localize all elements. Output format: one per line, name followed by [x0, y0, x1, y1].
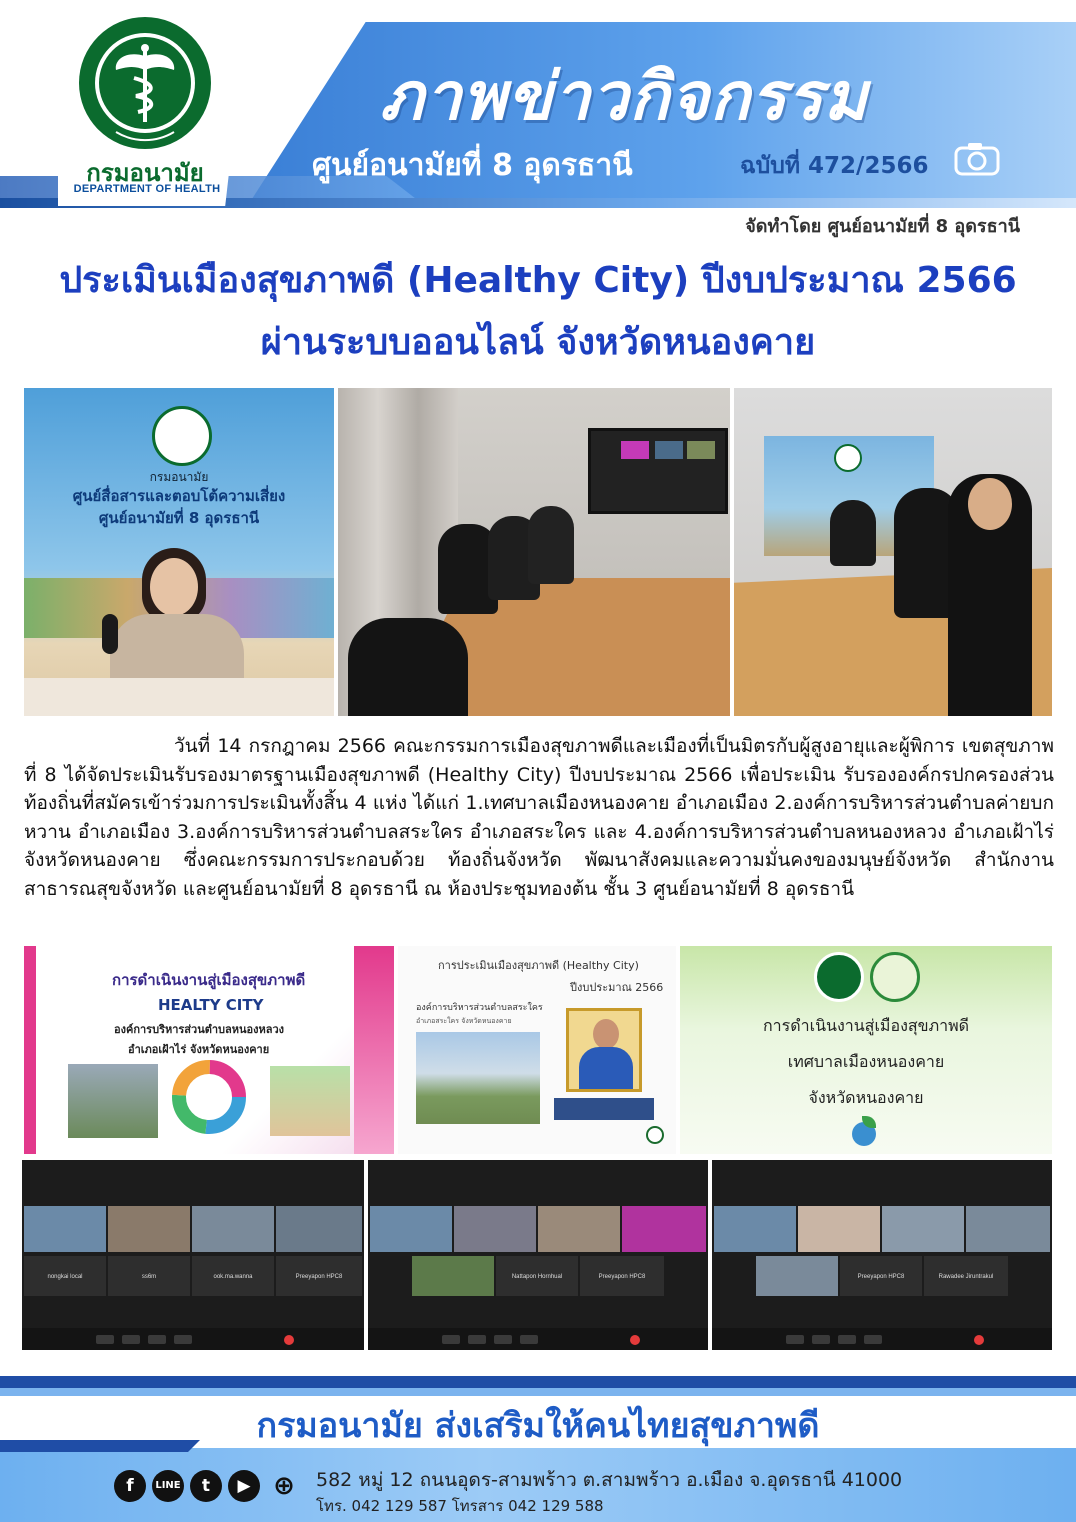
banner-line-1: ศูนย์สื่อสารและตอบโต้ความเสี่ยง: [72, 487, 286, 505]
staff-2-face: [968, 478, 1012, 530]
footer-stripe: [0, 1376, 1076, 1388]
participant-tile: Preeyapon HPC8: [840, 1256, 922, 1296]
youtube-icon[interactable]: ▶: [228, 1470, 260, 1502]
slide-title: การดำเนินงานสู่เมืองสุขภาพดี: [112, 971, 306, 989]
video-tile: [966, 1206, 1050, 1252]
microphone-icon: [102, 614, 118, 654]
photo-studio-team: [734, 388, 1052, 716]
video-tile: [714, 1206, 796, 1252]
attendee-front: [348, 618, 468, 716]
header: [0, 0, 1076, 240]
footer-stripe-light: [0, 1388, 1076, 1396]
video-tile: [538, 1206, 620, 1252]
zoom-toolbar: [368, 1328, 708, 1350]
photo-speaker: [24, 388, 334, 716]
logo-text-en: DEPARTMENT OF HEALTH: [73, 183, 221, 195]
photo-meeting-room: [338, 388, 730, 716]
participant-tile: nongkai local: [24, 1256, 106, 1296]
org-seal-icon: [646, 1126, 664, 1144]
banner-logo-icon: [152, 406, 212, 466]
zoom-screenshot-2: [368, 1160, 708, 1350]
footer-slogan: กรมอนามัย ส่งเสริมให้คนไทยสุขภาพดี: [256, 1406, 820, 1446]
participant-tile: ook.ma.wanna: [192, 1256, 274, 1296]
backdrop-logo-icon: [834, 444, 862, 472]
zoom-toolbar: [712, 1328, 1052, 1350]
attendee-3: [528, 506, 574, 584]
video-tile: [622, 1206, 706, 1252]
video-tile: [192, 1206, 274, 1252]
participant-tile: [756, 1256, 838, 1296]
line-icon[interactable]: LINE: [152, 1470, 184, 1502]
slide-line-1: การดำเนินงานสู่เมืองสุขภาพดี: [762, 1016, 970, 1035]
ministry-logo-icon: [76, 14, 214, 152]
slide-nongkhai-municipality: [680, 946, 1052, 1154]
slide-place: อำเภอเฝ้าไร่ จังหวัดหนองคาย: [128, 1043, 270, 1056]
banner-line-2: ศูนย์อนามัยที่ 8 อุดรธานี: [98, 509, 260, 527]
video-tile: [882, 1206, 964, 1252]
footer-address: 582 หมู่ 12 ถนนอุดร-สามพร้าว ต.สามพร้าว อ.เมือง จ.อุดรธานี 41000: [316, 1469, 903, 1491]
slide-subtitle: HEALTY CITY: [158, 996, 264, 1014]
end-call-icon: [974, 1335, 984, 1345]
video-tile: [370, 1206, 452, 1252]
globe-icon[interactable]: ⊕: [273, 1471, 295, 1501]
camera-icon: [954, 142, 1000, 176]
elderly-illustration: [270, 1066, 350, 1136]
participant-tile: ss6m: [108, 1256, 190, 1296]
slide-org: องค์การบริหารส่วนตำบลหนองหลวง: [114, 1023, 285, 1036]
logo-text-th: กรมอนามัย: [86, 159, 204, 187]
video-tile: [24, 1206, 106, 1252]
slide-accent-right: [354, 946, 394, 1154]
person-face: [150, 558, 198, 616]
participant-tile: Nattapon Hornhual: [496, 1256, 578, 1296]
newsletter-title: ภาพข่าวกิจกรรม: [380, 58, 869, 135]
center-name: ศูนย์อนามัยที่ 8 อุดรธานี: [312, 148, 633, 183]
zoom-screenshot-3: [712, 1160, 1052, 1350]
footer-band-accent: [0, 1440, 200, 1452]
presenter: [830, 500, 876, 566]
footer-phone: โทร. 042 129 587 โทรสาร 042 129 588: [316, 1497, 604, 1515]
video-tile: [108, 1206, 190, 1252]
zoom-toolbar: [22, 1328, 364, 1350]
ministry-seal-icon: [814, 952, 864, 1002]
official-portrait: [566, 1008, 642, 1092]
article-body: [24, 732, 1054, 904]
video-tile: [276, 1206, 362, 1252]
slide-line-2: เทศบาลเมืองหนองคาย: [787, 1052, 945, 1071]
participant-tile: Preeyapon HPC8: [276, 1256, 362, 1296]
municipality-seal-icon: [870, 952, 920, 1002]
producer-credit: จัดทำโดย ศูนย์อนามัยที่ 8 อุดรธานี: [745, 216, 1020, 237]
participant-tile: Preeyapon HPC8: [580, 1256, 664, 1296]
donut-chart-icon: [170, 1058, 248, 1136]
article-paragraph: วันที่ 14 กรกฎาคม 2566 คณะกรรมการเมืองสุขภาพดีและเมืองที่เป็นมิตรกับผู้สูงอายุและผู้พิการ เขตสุขภาพที่ 8 ได้จัดประเมินรับรองมาตรฐานเมืองสุขภาพดี (Healthy City) ปีงบประมาณ 2566 เพื่อประเมิน รับรององค์กรปกครองส่วนท้องถิ่นที่สมัครเข้าร่วมการประเมินทั้งสิ้น 4 แห่ง ได้แก่ 1.เทศบาลเมืองหนองคาย อำเภอเมือง 2.องค์การบริหารส่วนตำบลค่ายบกหวาน อำเภอเมือง 3.องค์การบริหารส่วนตำบลสระใคร อำเภอสระใคร และ 4.องค์การบริหารส่วนตำบลหนองหลวง อำเภอเฝ้าไร่ จังหวัดหนองคาย ซึ่งคณะกรรมการประกอบด้วย ท้องถิ่นจังหวัด พัฒนาสังคมและความมั่นคงของมนุษย์จังหวัด สำนักงานสาธารณสุขจังหวัด และศูนย์อนามัยที่ 8 อุดรธานี ณ ห้องประชุมทองต้น ชั้น 3 ศูนย์อนามัยที่ 8 อุดรธานี: [24, 735, 1054, 900]
desk: [24, 678, 334, 716]
slide-title: การประเมินเมืองสุขภาพดี (Healthy City): [438, 959, 639, 972]
twitter-icon[interactable]: t: [190, 1470, 222, 1502]
slide-accent-left: [24, 946, 36, 1154]
video-tile: [454, 1206, 536, 1252]
globe-leaf-icon: [852, 1122, 876, 1146]
slide-year: ปีงบประมาณ 2566: [570, 981, 664, 994]
city-illustration: [68, 1064, 158, 1138]
office-photo: [416, 1032, 540, 1124]
slide-nonghluang: [24, 946, 394, 1154]
slide-org: องค์การบริหารส่วนตำบลสระใคร: [416, 1003, 543, 1013]
headline-line-2: ผ่านระบบออนไลน์ จังหวัดหนองคาย: [260, 322, 816, 363]
headline: [0, 250, 1076, 374]
portrait-nameplate: [554, 1098, 654, 1120]
tv-screen: [588, 428, 728, 514]
participant-tile: Rawadee Jiruntrakul: [924, 1256, 1008, 1296]
facebook-icon[interactable]: f: [114, 1470, 146, 1502]
slide-srakhai: [398, 946, 676, 1154]
participant-tile: [412, 1256, 494, 1296]
video-tile: [798, 1206, 880, 1252]
slide-line-3: จังหวัดหนองคาย: [808, 1088, 924, 1107]
end-call-icon: [630, 1335, 640, 1345]
zoom-screenshot-1: [22, 1160, 364, 1350]
slide-place: อำเภอสระใคร จังหวัดหนองคาย: [416, 1017, 512, 1025]
banner-org: กรมอนามัย: [149, 470, 209, 484]
issue-number: ฉบับที่ 472/2566: [740, 153, 929, 179]
headline-line-1: ประเมินเมืองสุขภาพดี (Healthy City) ปีงบประมาณ 2566: [59, 260, 1017, 301]
end-call-icon: [284, 1335, 294, 1345]
